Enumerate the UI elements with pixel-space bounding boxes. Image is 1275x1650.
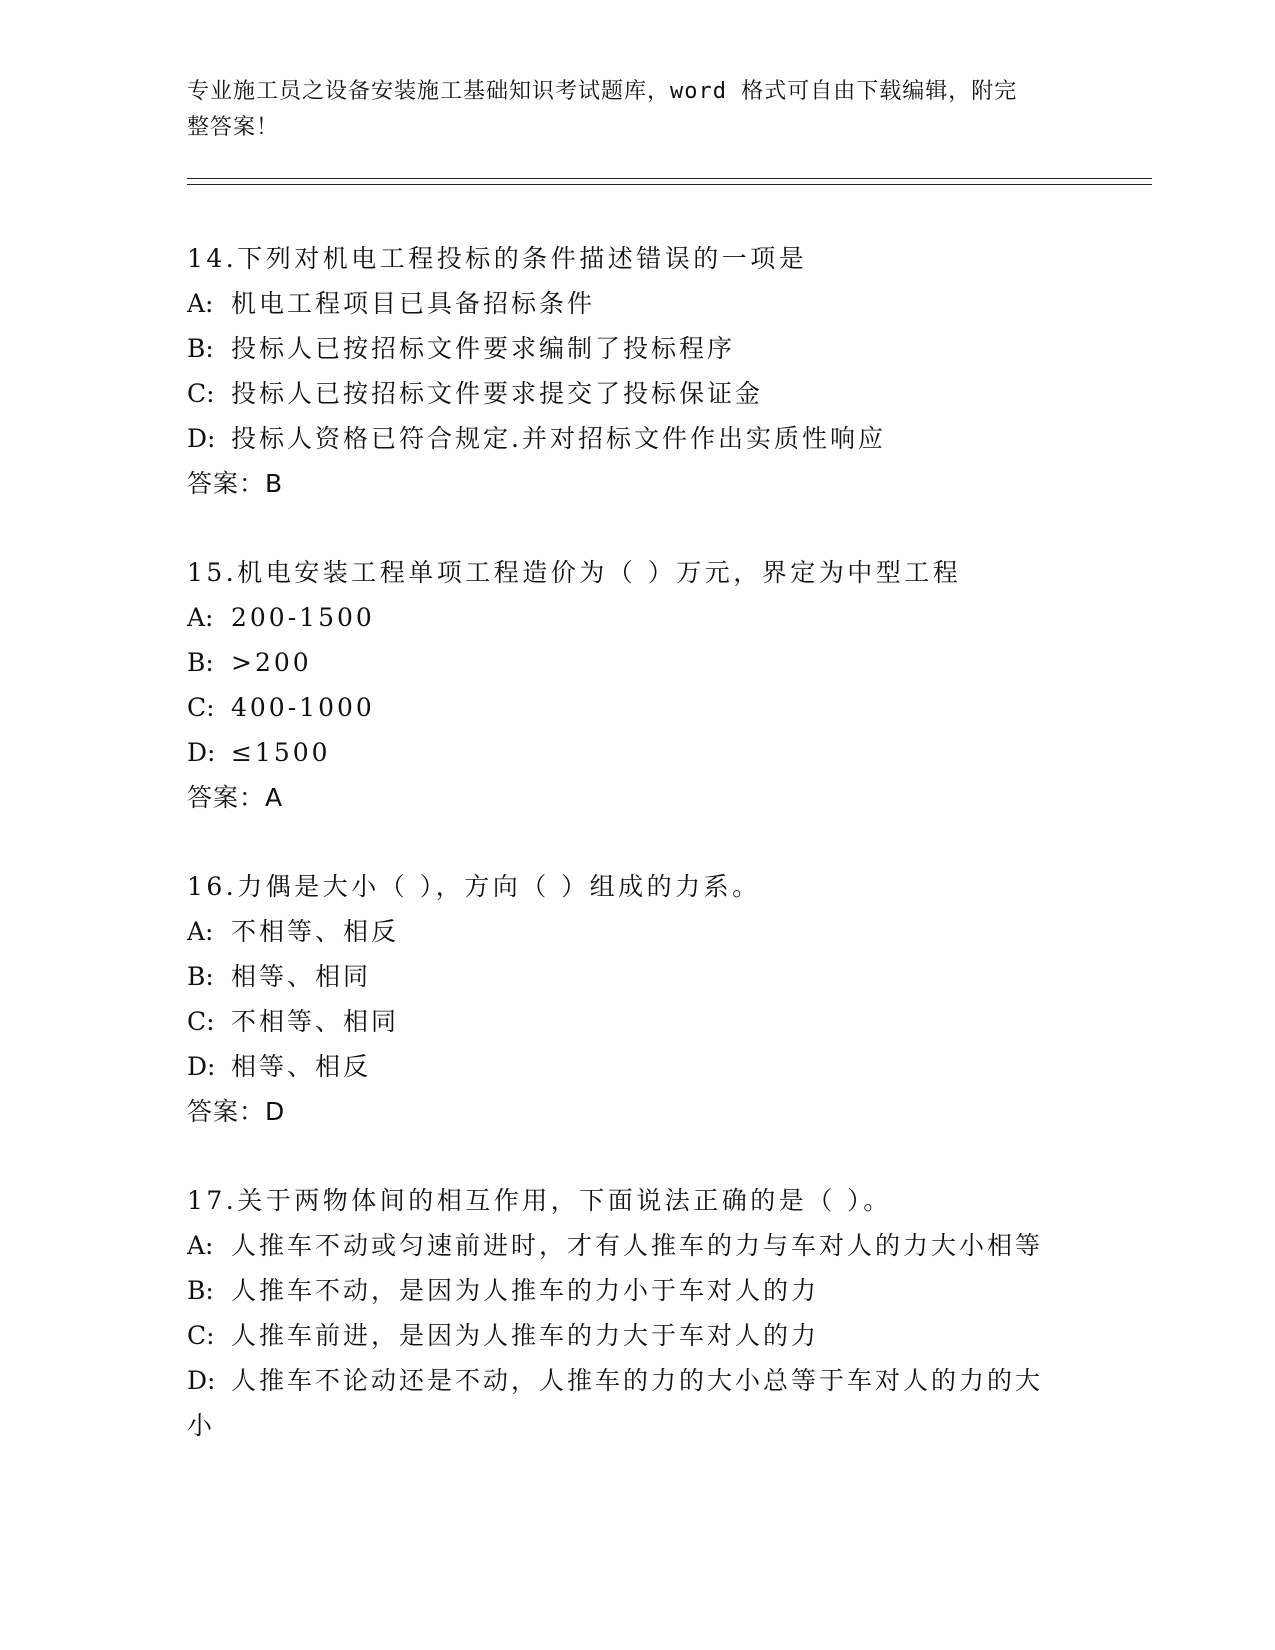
option-letter: B: — [187, 334, 214, 363]
question-stem: 16.力偶是大小（ ），方向（ ）组成的力系。 — [187, 872, 761, 901]
option-d — [187, 730, 1087, 775]
option-d-continuation: 小 — [187, 1411, 216, 1440]
option-d — [187, 1358, 1087, 1403]
option-letter: C: — [187, 379, 215, 408]
option-text: 不相等、相反 — [231, 917, 400, 946]
option-letter: B: — [187, 1276, 214, 1305]
option-letter: D: — [187, 738, 216, 767]
option-text: 机电工程项目已具备招标条件 — [231, 289, 596, 318]
option-c — [187, 999, 1087, 1044]
question-stem: 15.机电安装工程单项工程造价为（ ）万元，界定为中型工程 — [187, 558, 962, 587]
document-header — [187, 74, 1067, 146]
option-letter: C: — [187, 1007, 215, 1036]
option-letter: D: — [187, 1366, 216, 1395]
option-letter: A: — [187, 917, 214, 946]
option-text: 人推车前进，是因为人推车的力大于车对人的力 — [231, 1321, 820, 1350]
option-a — [187, 1223, 1087, 1268]
option-a — [187, 281, 1087, 326]
question-16 — [187, 864, 1087, 1134]
option-c — [187, 371, 1087, 416]
option-letter: A: — [187, 603, 214, 632]
question-list — [187, 236, 1087, 1492]
option-text: 相等、相反 — [231, 1052, 372, 1081]
option-letter: B: — [187, 648, 214, 677]
question-14 — [187, 236, 1087, 506]
header-title-line-1: 专业施工员之设备安装施工基础知识考试题库，word 格式可自由下载编辑，附完 — [187, 79, 1018, 104]
answer-line: 答案：B — [187, 469, 284, 498]
option-text: 相等、相同 — [231, 962, 372, 991]
header-title-line-2: 整答案！ — [187, 115, 280, 140]
option-text: 人推车不论动还是不动，人推车的力的大小总等于车对人的力的大 — [231, 1366, 1044, 1395]
option-d — [187, 416, 1087, 461]
header-divider-bottom — [187, 184, 1152, 185]
option-text: 投标人资格已符合规定.并对招标文件作出实质性响应 — [231, 424, 886, 453]
answer-line: 答案：A — [187, 783, 284, 812]
option-text: >200 — [231, 648, 312, 677]
option-text: 投标人已按招标文件要求编制了投标程序 — [231, 334, 736, 363]
option-text: 人推车不动或匀速前进时，才有人推车的力与车对人的力大小相等 — [231, 1231, 1044, 1260]
question-stem: 14.下列对机电工程投标的条件描述错误的一项是 — [187, 244, 808, 273]
option-d — [187, 1044, 1087, 1089]
option-text: 投标人已按招标文件要求提交了投标保证金 — [231, 379, 764, 408]
option-b — [187, 326, 1087, 371]
option-text: 人推车不动，是因为人推车的力小于车对人的力 — [231, 1276, 820, 1305]
option-letter: A: — [187, 1231, 214, 1260]
option-a — [187, 909, 1087, 954]
option-letter: D: — [187, 1052, 216, 1081]
header-divider-top — [187, 178, 1152, 179]
option-letter: C: — [187, 693, 215, 722]
option-text: ≤1500 — [231, 738, 331, 767]
option-b — [187, 954, 1087, 999]
option-c — [187, 685, 1087, 730]
option-letter: D: — [187, 424, 216, 453]
option-b — [187, 640, 1087, 685]
option-text: 400-1000 — [231, 693, 375, 722]
option-text: 不相等、相同 — [231, 1007, 400, 1036]
option-a — [187, 595, 1087, 640]
option-letter: C: — [187, 1321, 215, 1350]
question-stem: 17.关于两物体间的相互作用，下面说法正确的是（ ）。 — [187, 1186, 892, 1215]
option-c — [187, 1313, 1087, 1358]
question-17 — [187, 1178, 1087, 1448]
answer-line: 答案：D — [187, 1097, 286, 1126]
option-letter: B: — [187, 962, 214, 991]
question-15 — [187, 550, 1087, 820]
option-letter: A: — [187, 289, 214, 318]
option-text: 200-1500 — [231, 603, 375, 632]
option-b — [187, 1268, 1087, 1313]
